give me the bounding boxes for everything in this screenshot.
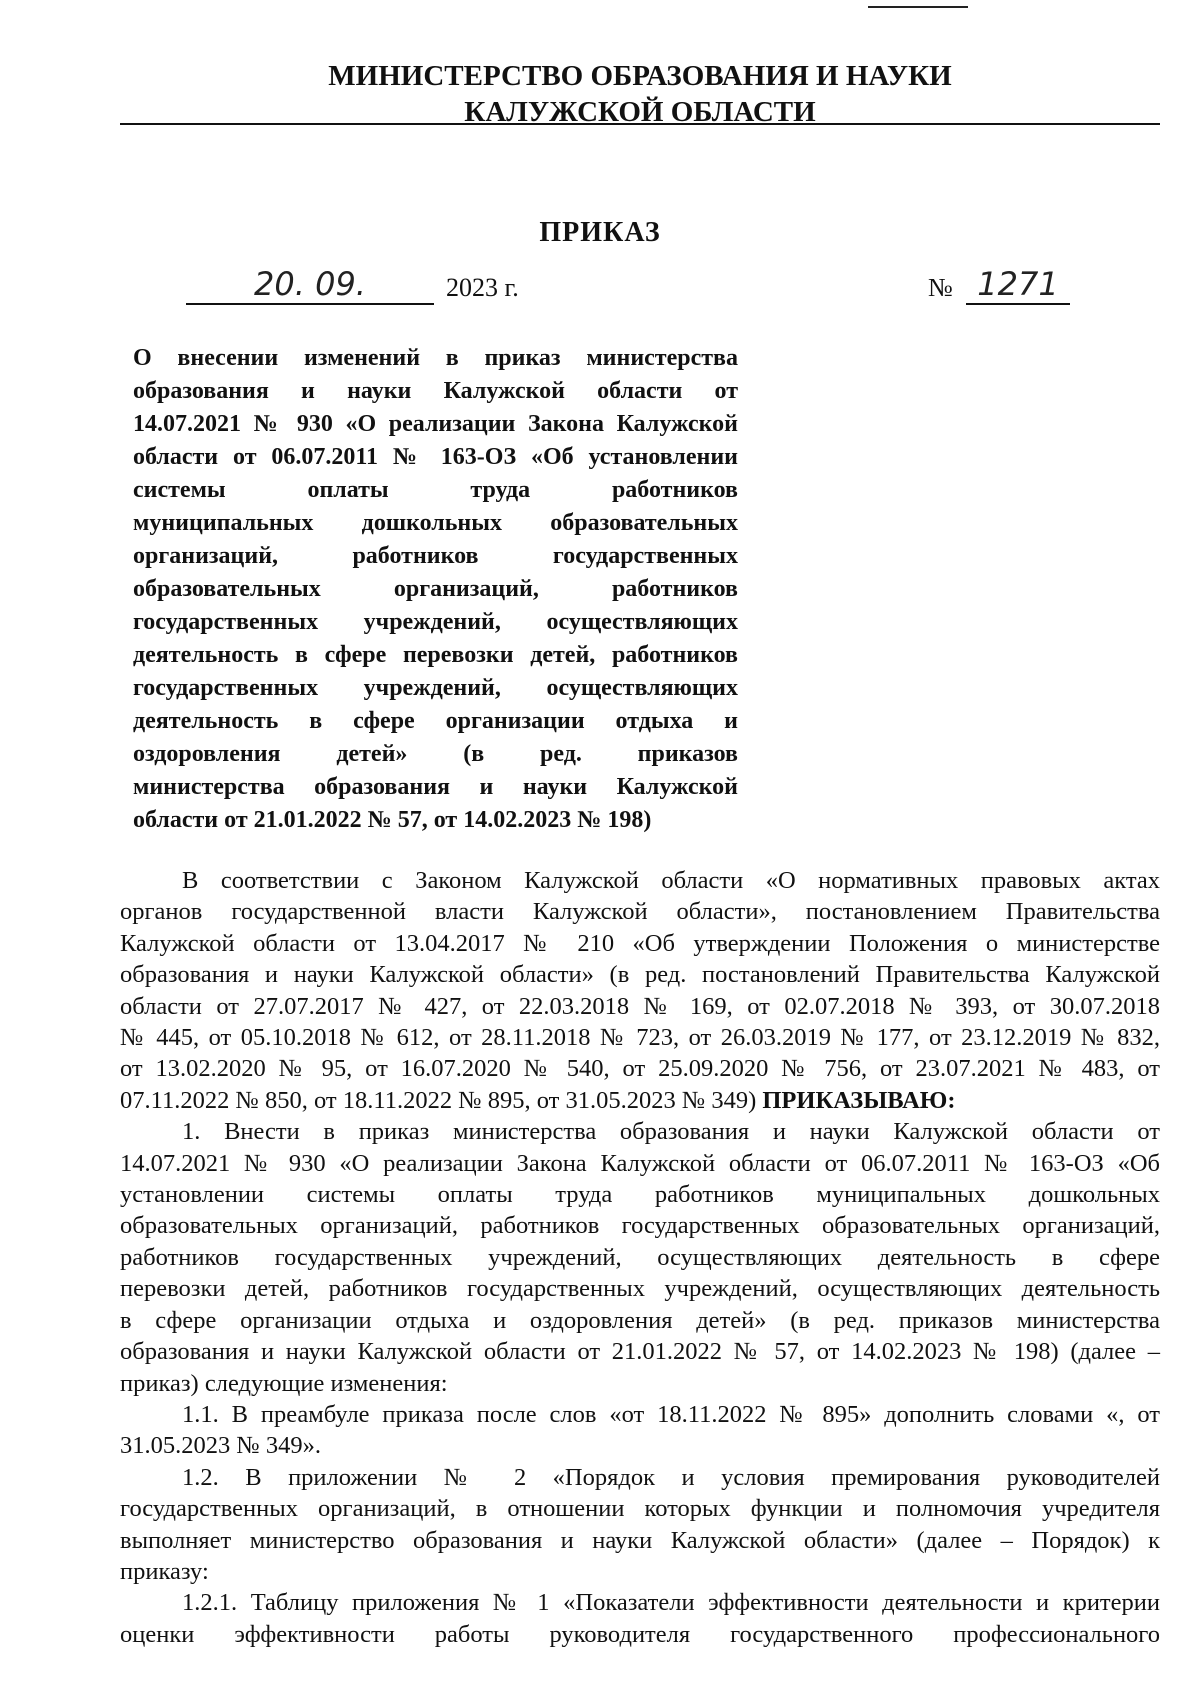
body-line [120,1556,1160,1587]
body-line-text: выполняет министерство образования и науки Калужской области» (далее – Порядок) к [120,1526,1160,1554]
body-line [120,865,1160,896]
body-line [120,959,1160,990]
body-line [120,1525,1160,1556]
body-line-text: 1. Внести в приказ министерства образования и науки Калужской области от [182,1118,1160,1146]
body-line [120,1619,1160,1650]
body-line [120,1179,1160,1210]
subject-line: 14.07.2021 № 930 «О реализации Закона Калужской [133,411,738,437]
body-line-text: органов государственной власти Калужской области», постановлением Правительства [120,898,1160,926]
body-line [120,1587,1160,1618]
body-line [120,991,1160,1022]
subject-line: образовательных организаций, работников [133,576,738,602]
body-line [120,1210,1160,1241]
body-line-text: № 445, от 05.10.2018 № 612, от 28.11.2018 № 723, от 26.03.2019 № 177, от 23.12.2019 № 832, [120,1024,1160,1052]
order-subject [133,342,738,837]
body-line-text: 1.2. В приложении № 2 «Порядок и условия премирования руководителей [182,1463,1160,1491]
body-line-text: образовательных организаций, работников государственных образовательных организаций, [120,1212,1160,1240]
body-line-text: 1.2.1. Таблицу приложения № 1 «Показатели эффективности деятельности и критерии [182,1589,1160,1617]
body-line [120,1399,1160,1430]
body-line-text: В соответствии с Законом Калужской области «О нормативных правовых актах [182,867,1160,894]
subject-line: деятельность в сфере перевозки детей, работников [133,642,738,668]
body-line-text: 14.07.2021 № 930 «О реализации Закона Калужской области от 06.07.2011 № 163-ОЗ «Об [120,1149,1160,1177]
ministry-header [120,58,1160,130]
body-line-text: 31.05.2023 № 349». [120,1432,322,1460]
body-line [120,1462,1160,1493]
date-number-line [0,265,1200,315]
subject-line: О внесении изменений в приказ министерства [133,345,738,371]
body-line [120,1148,1160,1179]
body-line-text: образования и науки Калужской области» (в ред. постановлений Правительства Калужской [120,961,1160,989]
body-line [120,1430,1160,1461]
date-field: 20. 09. [186,265,434,305]
date-year: 2023 г. [446,273,519,302]
subject-line: оздоровления детей» (в ред. приказов [133,741,738,767]
body-line [120,1493,1160,1524]
header-rule [120,123,1160,125]
body-line-text: образования и науки Калужской области от 21.01.2022 № 57, от 14.02.2023 № 198) (далее – [120,1338,1160,1366]
body-line-text: государственных организаций, в отношении которых функции и полномочия учредителя [120,1495,1160,1523]
subject-line: муниципальных дошкольных образовательных [133,510,738,536]
body-line-text: установлении системы оплаты труда работников муниципальных дошкольных [120,1181,1160,1209]
order-body [120,865,1160,1650]
subject-line: государственных учреждений, осуществляющих [133,609,738,635]
body-line-text: от 13.02.2020 № 95, от 16.07.2020 № 540, от 25.09.2020 № 756, от 23.07.2021 № 483, от [120,1055,1160,1083]
subject-line: министерства образования и науки Калужской [133,774,738,800]
document-title: ПРИКАЗ [539,217,661,248]
body-line [120,896,1160,927]
order-directive: ПРИКАЗЫВАЮ: [756,1086,956,1114]
body-line [120,1368,1160,1399]
body-line-text: оценки эффективности работы руководителя государственного профессионального [120,1620,1160,1648]
body-line [120,1116,1160,1147]
body-line [120,1242,1160,1273]
subject-line: государственных учреждений, осуществляющих [133,675,738,701]
body-line [120,1273,1160,1304]
subject-line: организаций, работников государственных [133,543,738,569]
body-line-text: 1.1. В преамбуле приказа после слов «от 18.11.2022 № 895» дополнить словами «, от [182,1400,1160,1428]
body-line [120,1305,1160,1336]
subject-line: образования и науки Калужской области от [133,378,738,404]
body-line-text: перевозки детей, работников государственных учреждений, осуществляющих деятельность [120,1275,1160,1303]
body-line [120,1085,1160,1116]
body-line-text: приказ) следующие изменения: [120,1369,448,1397]
body-line-text: 07.11.2022 № 850, от 18.11.2022 № 895, от 31.05.2023 № 349) [120,1086,757,1114]
subject-line: системы оплаты труда работников [133,477,738,503]
body-line-text: Калужской области от 13.04.2017 № 210 «Об утверждении Положения о министерстве [120,929,1160,957]
number-sign: № [928,273,953,302]
body-line [120,1053,1160,1084]
body-line-text: в сфере организации отдыха и оздоровления детей» (в ред. приказов министерства [120,1306,1160,1334]
ministry-name-line2: КАЛУЖСКОЙ ОБЛАСТИ [464,96,816,128]
body-line [120,928,1160,959]
body-line-text: приказу: [120,1557,209,1585]
top-edge-mark [868,6,968,8]
body-line-text: области от 27.07.2017 № 427, от 22.03.2018 № 169, от 02.07.2018 № 393, от 30.07.2018 [120,992,1160,1020]
subject-line: области от 06.07.2011 № 163-ОЗ «Об установлении [133,444,738,470]
body-line-text: работников государственных учреждений, осуществляющих деятельность в сфере [120,1243,1160,1271]
body-line [120,1022,1160,1053]
order-number-field: 1271 [966,265,1070,305]
ministry-name-line1: МИНИСТЕРСТВО ОБРАЗОВАНИЯ И НАУКИ [328,60,952,92]
body-line [120,1336,1160,1367]
subject-line: области от 21.01.2022 № 57, от 14.02.2023 № 198) [133,807,652,833]
subject-line: деятельность в сфере организации отдыха и [133,708,738,734]
